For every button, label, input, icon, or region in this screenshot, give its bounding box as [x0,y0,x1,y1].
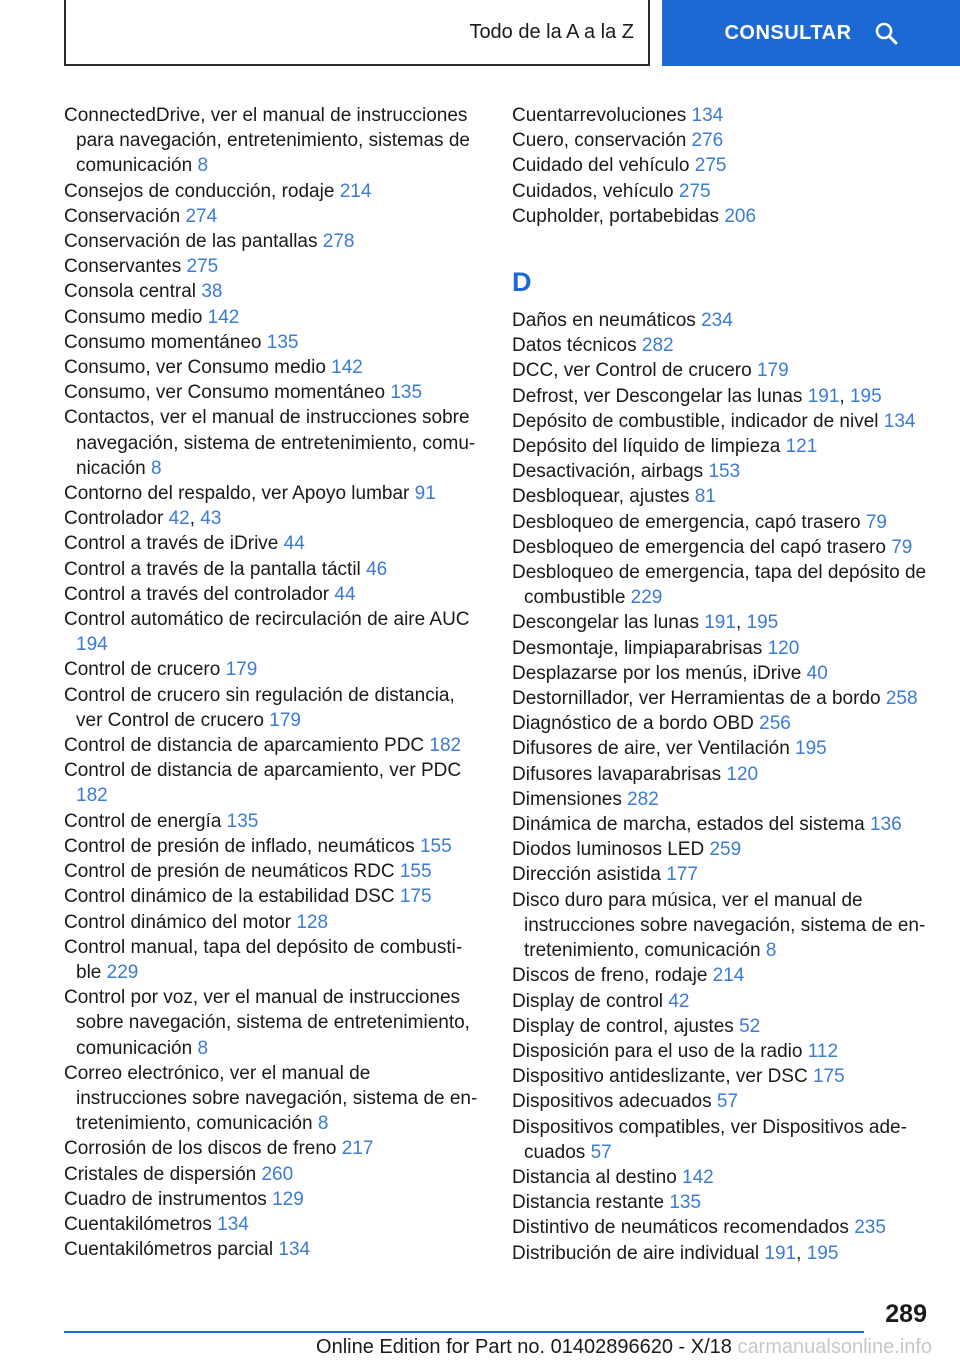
page-link[interactable]: 229 [106,961,139,983]
page-link[interactable]: 135 [390,382,423,404]
page-link[interactable]: 155 [399,861,432,883]
page-link[interactable]: 235 [854,1217,886,1239]
index-entry [64,405,478,481]
page-link[interactable]: 128 [296,911,329,933]
index-term: Distintivo de neumáticos recomendados [512,1217,849,1239]
index-entry [512,1215,932,1240]
page-link[interactable]: 229 [630,587,663,609]
index-term: Desactivación, airbags [512,461,704,483]
footer-edition [0,1336,960,1359]
index-entry [512,484,932,509]
index-term: Descongelar las lunas [512,612,699,634]
page-link[interactable]: 8 [197,1037,209,1059]
search-icon [874,21,898,45]
page-link[interactable]: 91 [414,483,436,505]
index-term: Distancia al destino [512,1166,677,1188]
index-term: ConnectedDrive, ver el manual de instrucciones para navegación, entretenimiento, sistemas de comunicación [64,105,470,177]
index-entry [512,333,932,358]
page-link[interactable]: 8 [317,1113,329,1135]
index-entry [512,736,932,761]
index-term: Cupholder, portabebidas [512,205,720,227]
index-entry [512,837,932,862]
page-link[interactable]: 195 [849,385,882,407]
page-link[interactable]: 177 [666,864,698,886]
index-term: Cristales de dispersión [64,1163,257,1185]
index-term: Consumo momentáneo [64,331,262,353]
page-link[interactable]: 8 [765,940,777,962]
index-term: Discos de freno, rodaje [512,965,708,987]
index-entry [512,103,932,128]
index-entry [512,179,932,204]
page-link[interactable]: 57 [590,1141,612,1163]
index-term: Control a través de la pantalla táctil [64,558,361,580]
page-link[interactable]: 42 [168,508,190,530]
page-link[interactable]: 38 [201,281,223,303]
index-term: Cuidado del vehículo [512,155,690,177]
index-entry [64,1061,478,1137]
page-link[interactable]: 195 [806,1242,839,1264]
page-link[interactable]: 175 [812,1066,845,1088]
index-entry [512,128,932,153]
index-term: DCC, ver Control de crucero [512,360,752,382]
index-entry [64,910,478,935]
page-link[interactable]: 136 [870,814,902,836]
index-term: Corrosión de los discos de freno [64,1138,337,1160]
page-link[interactable]: 40 [806,662,828,684]
index-entry [512,862,932,887]
index-entry [64,834,478,859]
page-link[interactable]: 282 [627,788,659,810]
index-term: Cuidados, vehículo [512,180,674,202]
index-term: Depósito de combustible, indicador de nivel [512,410,879,432]
page-link[interactable]: 134 [217,1213,249,1235]
index-term: Desbloqueo de emergencia, tapa del depósito de combustible [512,562,927,609]
index-term: Conservación [64,205,181,227]
index-entry [512,636,932,661]
index-entry [512,358,932,383]
index-term: Difusores lavaparabrisas [512,763,722,785]
index-term: Contorno del respaldo, ver Apoyo lumbar [64,483,410,505]
page-link[interactable]: 259 [709,839,742,861]
index-term: Control dinámico del motor [64,911,292,933]
index-term: Correo electrónico, ver el manual de instrucciones sobre navegación, sistema de entretenimiento, comunicación [64,1062,478,1135]
page-link[interactable]: 274 [185,205,218,227]
index-term: Consumo medio [64,306,203,328]
index-term: Dispositivo antideslizante, ver DSC [512,1066,808,1088]
index-entry [64,1162,478,1187]
index-term: Daños en neumáticos [512,310,696,332]
page-link[interactable]: 120 [726,763,759,785]
page-link[interactable]: 278 [322,231,355,253]
index-entry [64,935,478,985]
index-term: Difusores de aire, ver Ventilación [512,738,790,760]
index-entry [64,1187,478,1212]
page-link[interactable]: 135 [226,810,259,832]
page-link[interactable]: 155 [419,835,452,857]
page-link[interactable]: 275 [186,256,219,278]
index-term: Consejos de conducción, rodaje [64,180,335,202]
index-entry [64,557,478,582]
page-link[interactable]: 214 [339,180,372,202]
page-link[interactable]: 276 [691,130,724,152]
page-link[interactable]: 8 [197,155,209,177]
index-entry [64,380,478,405]
page-link[interactable]: 275 [678,180,711,202]
page-link[interactable]: 275 [694,155,727,177]
page-link[interactable]: 121 [785,436,818,458]
index-term: Dinámica de marcha, estados del sistema [512,814,865,836]
index-entry [64,657,478,682]
index-term: Display de control [512,990,664,1012]
index-entry [64,683,478,733]
index-entry [512,888,932,964]
index-term: Consumo, ver Consumo medio [64,357,326,379]
index-entry [512,1165,932,1190]
page-link[interactable]: 129 [272,1188,304,1210]
page-link[interactable]: 57 [716,1091,739,1113]
index-entry [512,560,932,610]
page-link[interactable]: 46 [366,558,388,580]
index-term: Distancia restante [512,1192,665,1214]
page-link[interactable]: 142 [682,1166,714,1188]
index-entry [512,1064,932,1089]
index-entry [64,481,478,506]
index-entry [64,1212,478,1237]
index-entry [64,985,478,1061]
page-link[interactable]: 234 [701,310,733,332]
index-term: Consumo, ver Consumo momentáneo [64,382,386,404]
page-link[interactable]: 134 [883,410,916,432]
index-term: Control de distancia de aparcamiento PDC [64,735,425,757]
index-entry: Controlador 42, 43 [64,508,222,530]
index-term: Conservación de las pantallas [64,231,318,253]
index-term: Cuentarrevoluciones [512,105,687,126]
index-term: Control de crucero [64,659,221,681]
index-term: Control a través de iDrive [64,533,279,555]
page-link[interactable]: 175 [399,886,432,908]
index-entry [64,355,478,380]
section-letter-d: D [512,267,532,298]
index-entry [64,179,478,204]
footer-edition-text: Online Edition for Part no. 01402896620 - X/18 [316,1336,732,1358]
index-entry [512,409,932,434]
index-entry [64,582,478,607]
az-index-tab[interactable] [64,0,650,66]
page-link[interactable]: 195 [795,738,827,760]
index-term: Control manual, tapa del depósito de combustible [64,936,463,983]
index-entry [64,279,478,304]
index-entry [512,434,932,459]
index-entry [64,254,478,279]
index-term: Conservantes [64,256,182,278]
page-link[interactable]: 260 [261,1163,294,1185]
index-entry [64,305,478,330]
consult-tab[interactable] [662,0,960,66]
index-entry [512,1039,932,1064]
page-link[interactable]: 217 [341,1138,374,1160]
footer-watermark: carmanualsonline.info [737,1336,932,1358]
consult-tab-label: CONSULTAR [724,21,852,44]
page-link[interactable]: 194 [76,634,108,656]
index-entry [512,661,932,686]
index-group-c-continued [512,103,932,229]
index-term: Datos técnicos [512,335,637,357]
index-entry [512,686,932,711]
page-link[interactable]: 42 [668,990,690,1012]
index-entry [512,1014,932,1039]
index-term: Control dinámico de la estabilidad DSC [64,886,395,908]
index-entry [64,859,478,884]
index-entry [512,787,932,812]
index-column-right [512,103,932,1266]
index-term: Control de crucero sin regulación de distancia, ver Control de crucero [64,684,455,731]
page-number: 289 [885,1300,927,1328]
page-link[interactable]: 179 [269,709,301,731]
index-entry [64,1136,478,1161]
index-entry [64,204,478,229]
page-link[interactable]: 214 [712,965,745,987]
page-link[interactable]: 135 [266,331,299,353]
page-link[interactable]: 258 [885,688,918,710]
index-term: Controlador [64,508,164,530]
index-term: Cuentakilómetros parcial [64,1239,274,1261]
index-entry [512,1089,932,1114]
page-link[interactable]: 8 [151,457,162,479]
index-term: Dimensiones [512,788,622,810]
page-link[interactable]: 179 [756,360,789,382]
index-entry [64,103,478,179]
index-term: Dirección asistida [512,864,661,886]
index-term: Display de control, ajustes [512,1015,734,1037]
index-term: Control por voz, ver el manual de instrucciones sobre navegación, sistema de entretenimiento, comunicación [64,987,470,1059]
index-entry [64,733,478,758]
index-term: Consola central [64,281,197,303]
index-term: Cuadro de instrumentos [64,1188,267,1210]
page-link[interactable]: 142 [331,357,363,379]
index-term: Defrost, ver Descongelar las lunas [512,385,803,407]
page-link[interactable]: 79 [865,511,887,533]
index-entry [512,459,932,484]
footer-divider [64,1331,864,1333]
page-link[interactable]: 43 [200,508,222,530]
index-term: Destornillador, ver Herramientas de a bordo [512,688,881,710]
index-entry [64,884,478,909]
index-entry [512,963,932,988]
index-term: Control de distancia de aparcamiento, ver PDC [64,760,462,782]
page-link[interactable]: 135 [669,1192,702,1214]
index-entry [64,330,478,355]
index-term: Diodos luminosos LED [512,839,705,861]
index-entry: Defrost, ver Descongelar las lunas 191, 195 [512,385,882,407]
index-term: Control de presión de neumáticos RDC [64,861,395,883]
page-link[interactable]: 256 [759,713,791,735]
index-entry [512,812,932,837]
index-entry: Descongelar las lunas 191, 195 [512,612,779,634]
index-entry [64,607,478,657]
az-index-tab-label: Todo de la A a la Z [469,20,634,43]
index-term: Desbloquear, ajustes [512,486,690,508]
index-term: Desbloqueo de emergencia del capó trasero [512,536,886,558]
page-link[interactable]: 206 [724,205,757,227]
index-term: Control de presión de inflado, neumáticos [64,835,415,857]
page-link[interactable]: 195 [746,612,779,634]
index-entry [64,229,478,254]
index-entry [64,1237,478,1262]
page-link[interactable]: 182 [76,785,108,807]
index-group-d [512,308,932,1266]
index-entry [512,762,932,787]
index-entry [512,535,932,560]
page-link[interactable]: 182 [429,735,462,757]
index-term: Dispositivos compatibles, ver Dispositivos adecuados [512,1116,907,1163]
index-entry: Distribución de aire individual 191, 195 [512,1242,839,1264]
index-term: Desbloqueo de emergencia, capó trasero [512,511,861,533]
page-link[interactable]: 112 [807,1040,839,1062]
page-link[interactable]: 44 [283,533,305,555]
index-entry [512,1115,932,1165]
index-term: Distribución de aire individual [512,1242,760,1264]
page-link[interactable]: 179 [225,659,258,681]
index-entry [64,531,478,556]
page-link[interactable]: 79 [891,536,913,558]
index-entry [512,308,932,333]
page-link[interactable]: 134 [278,1239,311,1261]
index-term: Disposición para el uso de la radio [512,1040,803,1062]
page-link[interactable]: 153 [708,461,741,483]
index-term: Cuero, conservación [512,130,687,152]
page-link[interactable]: 191 [807,385,840,407]
page-link[interactable]: 81 [694,486,716,508]
index-column-left [64,103,478,1262]
index-entry [512,1190,932,1215]
index-entry [512,711,932,736]
page-link[interactable]: 44 [334,583,356,605]
index-term: Desplazarse por los menús, iDrive [512,662,802,684]
index-entry [64,809,478,834]
page-link[interactable]: 134 [691,105,724,126]
index-term: Control automático de recirculación de aire AUC [64,609,470,631]
index-term: Desmontaje, limpiaparabrisas [512,637,763,659]
page-link[interactable]: 142 [207,306,240,328]
page-link[interactable]: 191 [704,612,736,634]
index-entry [512,153,932,178]
index-term: Disco duro para música, ver el manual de instrucciones sobre navegación, sistema de entretenimiento, comunicación [512,889,926,962]
page-link[interactable]: 282 [641,335,674,357]
page-link[interactable]: 52 [739,1015,761,1037]
index-entry [512,204,932,229]
page-link[interactable]: 120 [767,637,800,659]
index-term: Depósito del líquido de limpieza [512,436,781,458]
index-entry [64,758,478,808]
page-link[interactable]: 191 [764,1242,797,1264]
index-entry [512,510,932,535]
index-term: Contactos, ver el manual de instrucciones sobre navegación, sistema de entretenimiento, comunicación [64,407,476,479]
index-term: Diagnóstico de a bordo OBD [512,713,754,735]
index-term: Dispositivos adecuados [512,1091,712,1113]
index-term: Control a través del controlador [64,583,330,605]
index-entry [512,989,932,1014]
index-term: Control de energía [64,810,222,832]
index-term: Cuentakilómetros [64,1213,212,1235]
